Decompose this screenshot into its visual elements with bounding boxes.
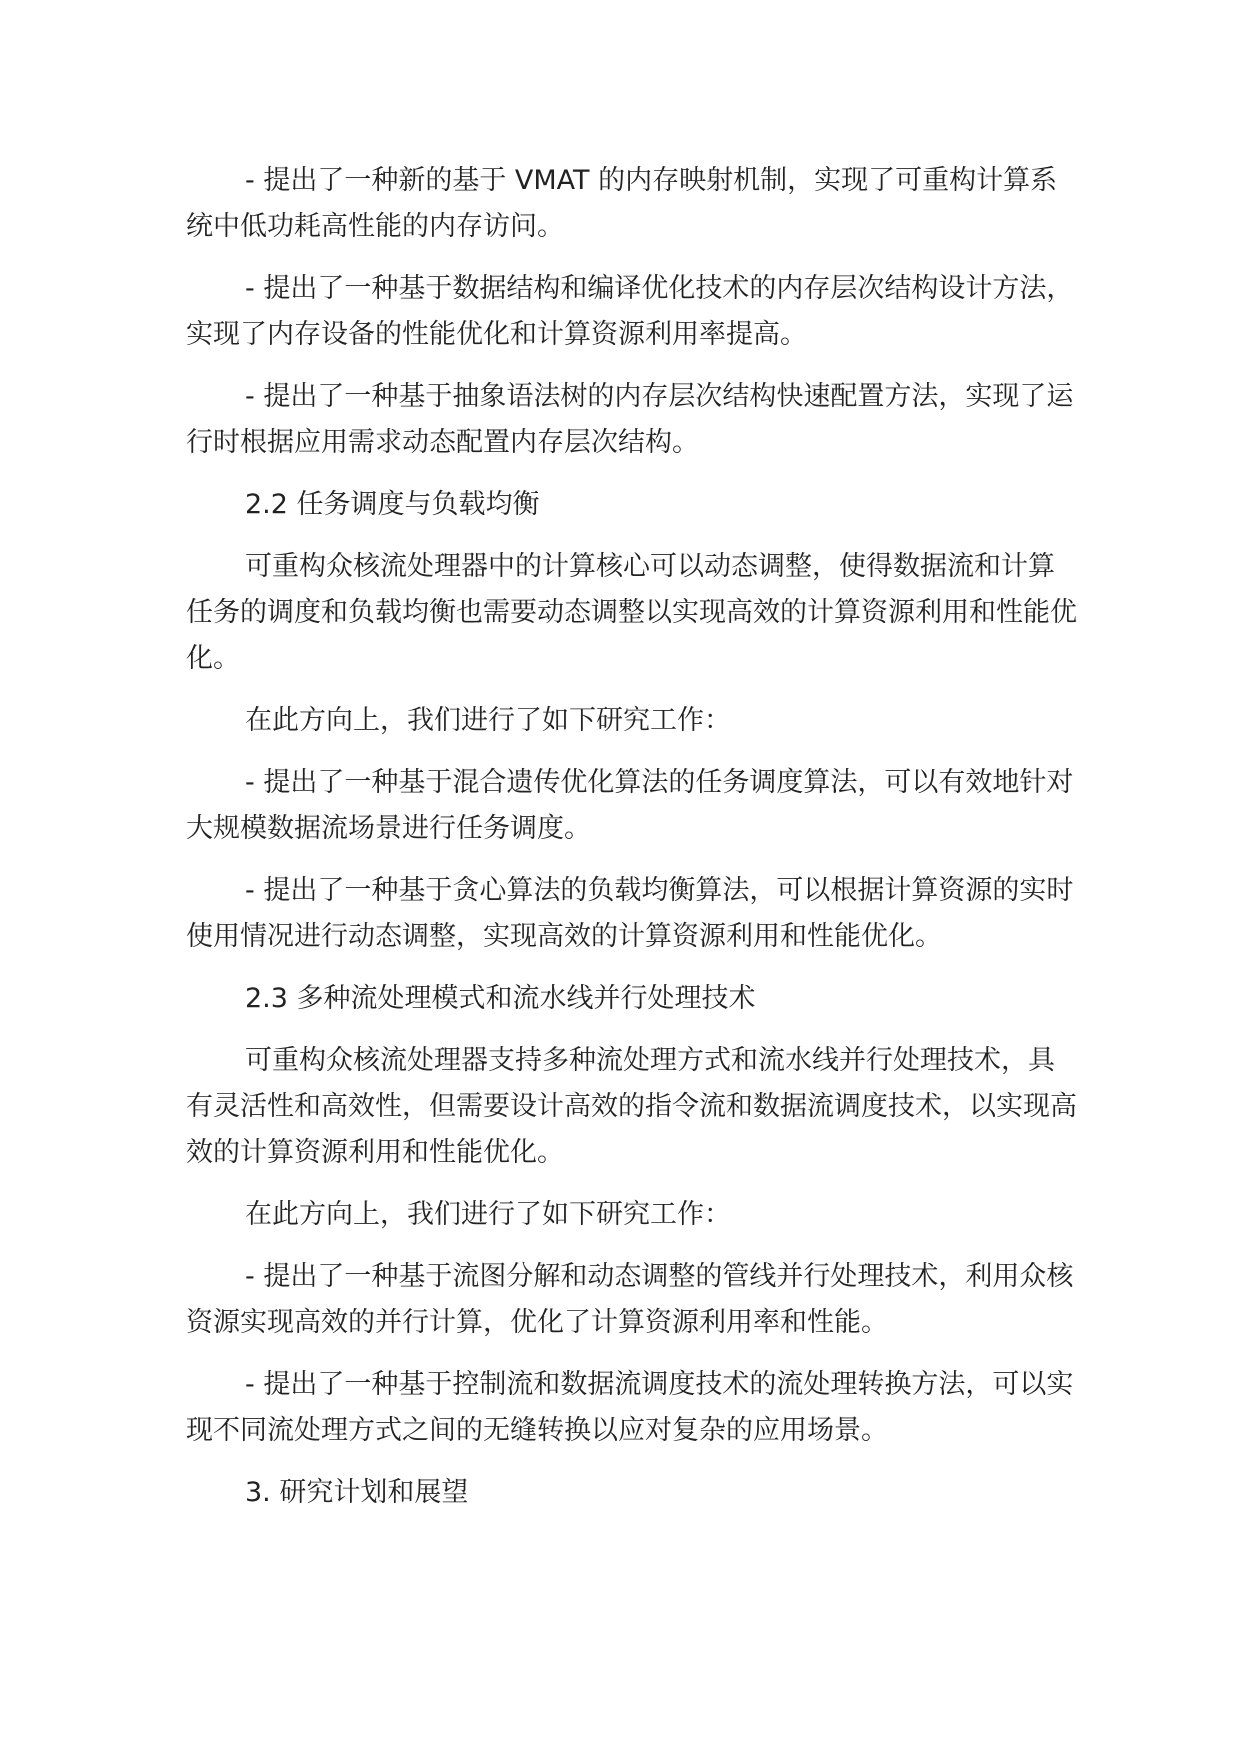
paragraph-task-scheduling-intro: 可重构众核流处理器中的计算核心可以动态调整，使得数据流和计算任务的调度和负载均衡也需要动态调整以实现高效的计算资源利用和性能优化。 [186, 551, 1077, 674]
paragraph-ast-fast-config: - 提出了一种基于抽象语法树的内存层次结构快速配置方法，实现了运行时根据应用需求动态配置内存层次结构。 [186, 381, 1074, 458]
section-heading-2-2: 2.2 任务调度与负载均衡 [245, 489, 540, 520]
paragraph-greedy-load-balance: - 提出了一种基于贪心算法的负载均衡算法，可以根据计算资源的实时使用情况进行动态调整，实现高效的计算资源利用和性能优化。 [186, 875, 1074, 952]
paragraph-research-work-intro-1: 在此方向上，我们进行了如下研究工作： [245, 705, 731, 736]
paragraph-research-work-intro-2: 在此方向上，我们进行了如下研究工作： [245, 1199, 731, 1230]
paragraph-genetic-scheduling: - 提出了一种基于混合遗传优化算法的任务调度算法，可以有效地针对大规模数据流场景进行任务调度。 [186, 767, 1074, 844]
paragraph-stream-modes-intro: 可重构众核流处理器支持多种流处理方式和流水线并行处理技术，具有灵活性和高效性，但需要设计高效的指令流和数据流调度技术，以实现高效的计算资源利用和性能优化。 [186, 1045, 1077, 1168]
paragraph-stream-conversion: - 提出了一种基于控制流和数据流调度技术的流处理转换方法，可以实现不同流处理方式之间的无缝转换以应对复杂的应用场景。 [186, 1369, 1074, 1446]
section-heading-2-3: 2.3 多种流处理模式和流水线并行处理技术 [245, 983, 756, 1014]
document-page [186, 158, 1081, 1532]
paragraph-vmat-memory-mapping: - 提出了一种新的基于 VMAT 的内存映射机制，实现了可重构计算系统中低功耗高性能的内存访问。 [186, 165, 1058, 242]
paragraph-memory-hierarchy-design: - 提出了一种基于数据结构和编译优化技术的内存层次结构设计方法，实现了内存设备的性能优化和计算资源利用率提高。 [186, 273, 1074, 350]
section-heading-3: 3. 研究计划和展望 [245, 1477, 469, 1508]
paragraph-pipeline-parallel: - 提出了一种基于流图分解和动态调整的管线并行处理技术，利用众核资源实现高效的并行计算，优化了计算资源利用率和性能。 [186, 1261, 1074, 1338]
